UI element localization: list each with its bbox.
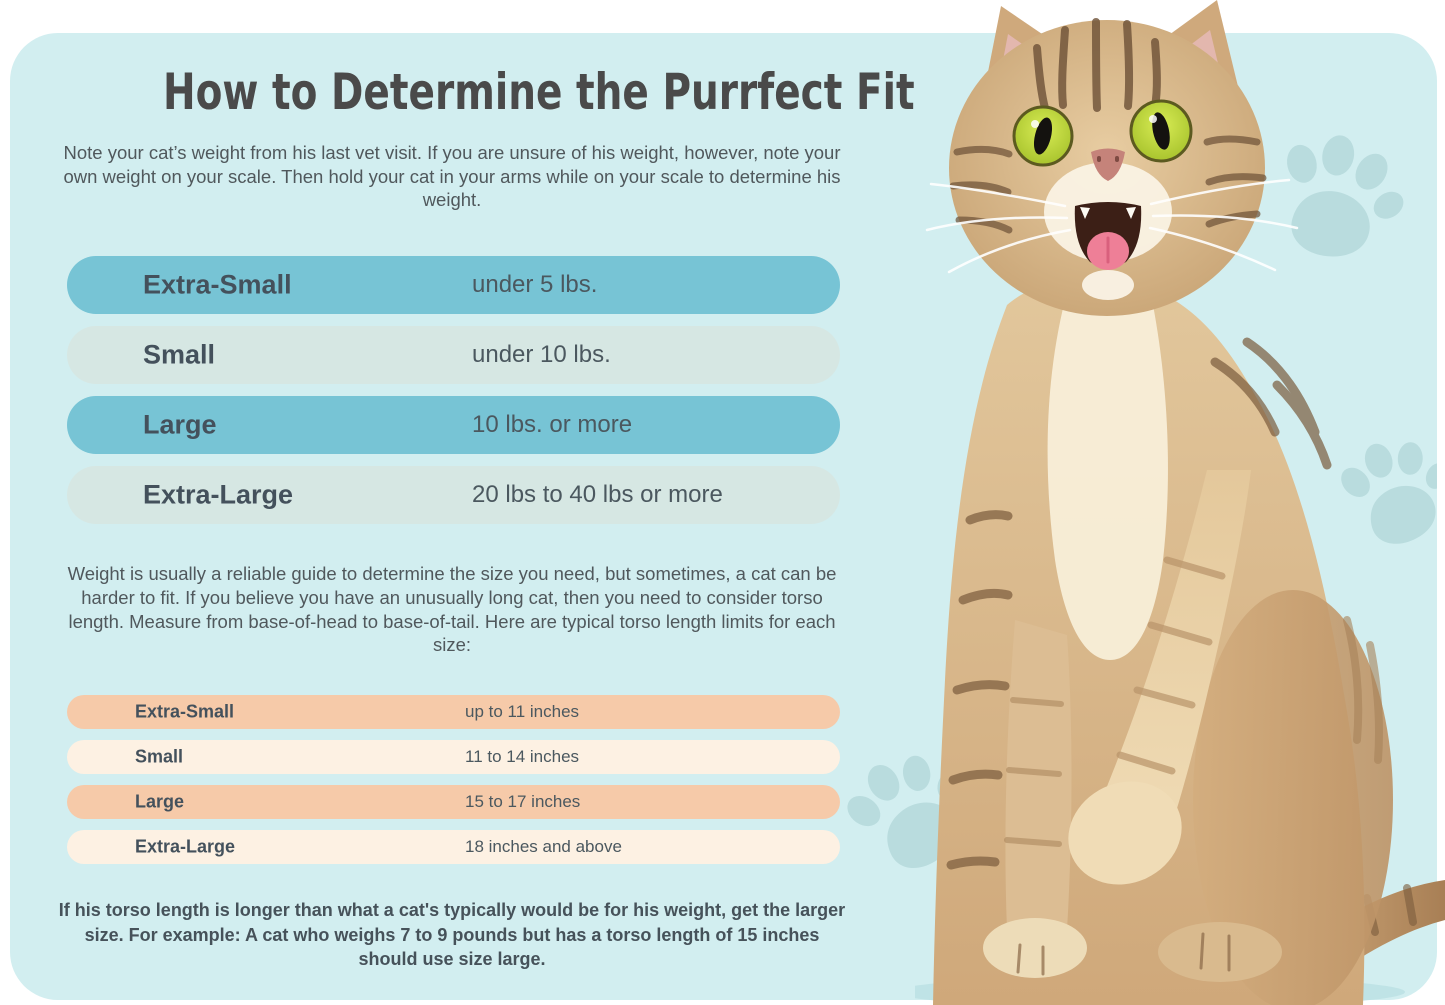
- size-label: Small: [135, 746, 184, 767]
- cat-photo: [915, 0, 1445, 1005]
- size-label: Extra-Large: [135, 836, 236, 857]
- weight-row: [67, 326, 840, 384]
- weight-limit: 10 lbs. or more: [472, 411, 633, 439]
- size-label: Large: [143, 409, 217, 440]
- weight-limit: under 10 lbs.: [472, 341, 611, 369]
- weight-limit: 20 lbs to 40 lbs or more: [472, 481, 723, 509]
- weight-table: [57, 256, 847, 524]
- torso-table: [57, 695, 847, 864]
- torso-limit: 11 to 14 inches: [465, 746, 580, 766]
- torso-row: [67, 830, 840, 864]
- intro-paragraph: Note your cat’s weight from his last vet visit. If you are unsure of his weight, however, note your own weight on your scale. Then hold your cat in your arms while on your scale to determine his weight.: [63, 142, 841, 211]
- page-title: [57, 63, 915, 121]
- torso-row: [67, 695, 840, 729]
- page-title-text: How to Determine the Purrfect Fit: [163, 63, 915, 121]
- weight-row: [67, 466, 840, 524]
- torso-limit: 15 to 17 inches: [465, 791, 581, 811]
- torso-limit: up to 11 inches: [465, 701, 580, 721]
- footer-note: If his torso length is longer than what a cat's typically would be for his weight, get the larger size. For example: A cat who weighs 7 to 9 pounds but has a torso length of 15 inches should use size large.: [58, 899, 846, 970]
- text-column: [57, 33, 915, 972]
- torso-paragraph: Weight is usually a reliable guide to determine the size you need, but sometimes, a cat can be harder to fit. If you believe you have an unusually long cat, then you need to consider torso length. Measure from base-of-head to base-of-tail. Here are typical torso length limits for each size:: [67, 563, 837, 656]
- weight-row: [67, 396, 840, 454]
- torso-row: [67, 740, 840, 774]
- size-label: Extra-Small: [143, 269, 292, 300]
- size-label: Extra-Large: [143, 479, 294, 510]
- cat-head: [927, 0, 1297, 316]
- size-label: Small: [143, 339, 216, 370]
- weight-row: [67, 256, 840, 314]
- size-label: Large: [135, 791, 185, 812]
- torso-row: [67, 785, 840, 819]
- torso-limit: 18 inches and above: [465, 836, 622, 856]
- size-label: Extra-Small: [135, 701, 235, 722]
- weight-limit: under 5 lbs.: [472, 271, 598, 299]
